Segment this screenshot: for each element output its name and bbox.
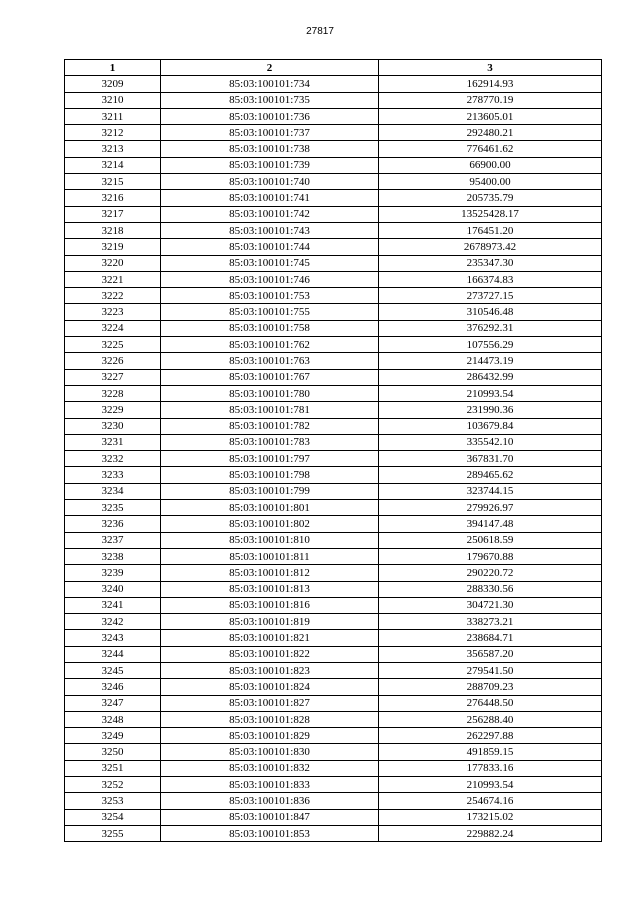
row-number-cell: 3216 (65, 190, 161, 206)
value-cell: 2678973.42 (379, 239, 602, 255)
cadastral-number-cell: 85:03:100101:742 (161, 206, 379, 222)
cadastral-number-cell: 85:03:100101:755 (161, 304, 379, 320)
table-row (65, 271, 602, 287)
row-number-cell: 3232 (65, 451, 161, 467)
table-row (65, 190, 602, 206)
row-number-cell: 3229 (65, 402, 161, 418)
cadastral-number-cell: 85:03:100101:783 (161, 434, 379, 450)
row-number-cell: 3240 (65, 581, 161, 597)
table-row (65, 418, 602, 434)
row-number-cell: 3237 (65, 532, 161, 548)
row-number-cell: 3250 (65, 744, 161, 760)
table-row (65, 108, 602, 124)
cadastral-number-cell: 85:03:100101:822 (161, 646, 379, 662)
row-number-cell: 3254 (65, 809, 161, 825)
row-number-cell: 3248 (65, 711, 161, 727)
table-row (65, 483, 602, 499)
table-row (65, 662, 602, 678)
row-number-cell: 3222 (65, 288, 161, 304)
value-cell: 288330.56 (379, 581, 602, 597)
row-number-cell: 3238 (65, 548, 161, 564)
cadastral-number-cell: 85:03:100101:819 (161, 614, 379, 630)
table-body (65, 76, 602, 842)
value-cell: 210993.54 (379, 385, 602, 401)
table-row (65, 777, 602, 793)
value-cell: 292480.21 (379, 125, 602, 141)
column-header-1: 1 (65, 60, 161, 76)
table-row (65, 711, 602, 727)
cadastral-number-cell: 85:03:100101:812 (161, 565, 379, 581)
cadastral-number-cell: 85:03:100101:762 (161, 337, 379, 353)
table-row (65, 174, 602, 190)
value-cell: 250618.59 (379, 532, 602, 548)
value-cell: 238684.71 (379, 630, 602, 646)
value-cell: 256288.40 (379, 711, 602, 727)
row-number-cell: 3228 (65, 385, 161, 401)
value-cell: 394147.48 (379, 516, 602, 532)
value-cell: 273727.15 (379, 288, 602, 304)
row-number-cell: 3227 (65, 369, 161, 385)
table-row (65, 597, 602, 613)
cadastral-number-cell: 85:03:100101:801 (161, 500, 379, 516)
row-number-cell: 3255 (65, 825, 161, 841)
row-number-cell: 3215 (65, 174, 161, 190)
table-row (65, 451, 602, 467)
row-number-cell: 3230 (65, 418, 161, 434)
table-row (65, 614, 602, 630)
row-number-cell: 3234 (65, 483, 161, 499)
row-number-cell: 3209 (65, 76, 161, 92)
cadastral-number-cell: 85:03:100101:734 (161, 76, 379, 92)
cadastral-number-cell: 85:03:100101:836 (161, 793, 379, 809)
value-cell: 323744.15 (379, 483, 602, 499)
row-number-cell: 3225 (65, 337, 161, 353)
row-number-cell: 3235 (65, 500, 161, 516)
table-row (65, 157, 602, 173)
cadastral-number-cell: 85:03:100101:745 (161, 255, 379, 271)
data-table (64, 59, 602, 842)
row-number-cell: 3251 (65, 760, 161, 776)
table-row (65, 630, 602, 646)
row-number-cell: 3219 (65, 239, 161, 255)
row-number-cell: 3221 (65, 271, 161, 287)
value-cell: 304721.30 (379, 597, 602, 613)
value-cell: 107556.29 (379, 337, 602, 353)
row-number-cell: 3245 (65, 662, 161, 678)
row-number-cell: 3210 (65, 92, 161, 108)
table-row (65, 532, 602, 548)
table-row (65, 516, 602, 532)
table-row (65, 825, 602, 841)
table-header-row (65, 60, 602, 76)
table-row (65, 320, 602, 336)
table-row (65, 646, 602, 662)
cadastral-number-cell: 85:03:100101:799 (161, 483, 379, 499)
cadastral-number-cell: 85:03:100101:853 (161, 825, 379, 841)
cadastral-number-cell: 85:03:100101:782 (161, 418, 379, 434)
column-header-3: 3 (379, 60, 602, 76)
row-number-cell: 3242 (65, 614, 161, 630)
value-cell: 235347.30 (379, 255, 602, 271)
table-row (65, 581, 602, 597)
table-row (65, 760, 602, 776)
cadastral-number-cell: 85:03:100101:830 (161, 744, 379, 760)
row-number-cell: 3236 (65, 516, 161, 532)
table-row (65, 565, 602, 581)
cadastral-number-cell: 85:03:100101:827 (161, 695, 379, 711)
value-cell: 177833.16 (379, 760, 602, 776)
value-cell: 276448.50 (379, 695, 602, 711)
value-cell: 210993.54 (379, 777, 602, 793)
value-cell: 103679.84 (379, 418, 602, 434)
table-row (65, 434, 602, 450)
row-number-cell: 3244 (65, 646, 161, 662)
cadastral-number-cell: 85:03:100101:767 (161, 369, 379, 385)
table-row (65, 744, 602, 760)
cadastral-number-cell: 85:03:100101:828 (161, 711, 379, 727)
value-cell: 286432.99 (379, 369, 602, 385)
cadastral-number-cell: 85:03:100101:797 (161, 451, 379, 467)
cadastral-number-cell: 85:03:100101:740 (161, 174, 379, 190)
table-row (65, 402, 602, 418)
cadastral-number-cell: 85:03:100101:816 (161, 597, 379, 613)
cadastral-number-cell: 85:03:100101:823 (161, 662, 379, 678)
cadastral-number-cell: 85:03:100101:736 (161, 108, 379, 124)
cadastral-number-cell: 85:03:100101:798 (161, 467, 379, 483)
value-cell: 335542.10 (379, 434, 602, 450)
value-cell: 289465.62 (379, 467, 602, 483)
value-cell: 214473.19 (379, 353, 602, 369)
table-row (65, 255, 602, 271)
value-cell: 288709.23 (379, 679, 602, 695)
value-cell: 213605.01 (379, 108, 602, 124)
value-cell: 66900.00 (379, 157, 602, 173)
cadastral-number-cell: 85:03:100101:735 (161, 92, 379, 108)
row-number-cell: 3213 (65, 141, 161, 157)
row-number-cell: 3243 (65, 630, 161, 646)
cadastral-number-cell: 85:03:100101:802 (161, 516, 379, 532)
value-cell: 166374.83 (379, 271, 602, 287)
row-number-cell: 3246 (65, 679, 161, 695)
table-row (65, 353, 602, 369)
cadastral-number-cell: 85:03:100101:824 (161, 679, 379, 695)
cadastral-number-cell: 85:03:100101:832 (161, 760, 379, 776)
row-number-cell: 3239 (65, 565, 161, 581)
value-cell: 356587.20 (379, 646, 602, 662)
table-row (65, 125, 602, 141)
row-number-cell: 3253 (65, 793, 161, 809)
row-number-cell: 3212 (65, 125, 161, 141)
cadastral-number-cell: 85:03:100101:829 (161, 728, 379, 744)
value-cell: 278770.19 (379, 92, 602, 108)
value-cell: 229882.24 (379, 825, 602, 841)
value-cell: 95400.00 (379, 174, 602, 190)
cadastral-number-cell: 85:03:100101:833 (161, 777, 379, 793)
cadastral-number-cell: 85:03:100101:758 (161, 320, 379, 336)
row-number-cell: 3241 (65, 597, 161, 613)
table-row (65, 695, 602, 711)
row-number-cell: 3231 (65, 434, 161, 450)
value-cell: 279926.97 (379, 500, 602, 516)
table-row (65, 809, 602, 825)
value-cell: 776461.62 (379, 141, 602, 157)
value-cell: 205735.79 (379, 190, 602, 206)
cadastral-number-cell: 85:03:100101:743 (161, 222, 379, 238)
value-cell: 179670.88 (379, 548, 602, 564)
value-cell: 162914.93 (379, 76, 602, 92)
table-row (65, 337, 602, 353)
value-cell: 13525428.17 (379, 206, 602, 222)
cadastral-number-cell: 85:03:100101:763 (161, 353, 379, 369)
table-row (65, 76, 602, 92)
table-row (65, 304, 602, 320)
table-row (65, 728, 602, 744)
value-cell: 231990.36 (379, 402, 602, 418)
cadastral-number-cell: 85:03:100101:813 (161, 581, 379, 597)
cadastral-number-cell: 85:03:100101:780 (161, 385, 379, 401)
row-number-cell: 3224 (65, 320, 161, 336)
cadastral-number-cell: 85:03:100101:737 (161, 125, 379, 141)
table-row (65, 141, 602, 157)
value-cell: 176451.20 (379, 222, 602, 238)
table-row (65, 679, 602, 695)
row-number-cell: 3211 (65, 108, 161, 124)
table-row (65, 239, 602, 255)
row-number-cell: 3218 (65, 222, 161, 238)
row-number-cell: 3247 (65, 695, 161, 711)
value-cell: 279541.50 (379, 662, 602, 678)
value-cell: 491859.15 (379, 744, 602, 760)
cadastral-number-cell: 85:03:100101:744 (161, 239, 379, 255)
cadastral-number-cell: 85:03:100101:739 (161, 157, 379, 173)
table-row (65, 548, 602, 564)
value-cell: 310546.48 (379, 304, 602, 320)
row-number-cell: 3214 (65, 157, 161, 173)
value-cell: 173215.02 (379, 809, 602, 825)
cadastral-number-cell: 85:03:100101:811 (161, 548, 379, 564)
cadastral-number-cell: 85:03:100101:753 (161, 288, 379, 304)
table-row (65, 288, 602, 304)
table-row (65, 222, 602, 238)
row-number-cell: 3223 (65, 304, 161, 320)
row-number-cell: 3233 (65, 467, 161, 483)
table-row (65, 206, 602, 222)
table-row (65, 369, 602, 385)
page-number: 27817 (306, 26, 334, 37)
table-row (65, 793, 602, 809)
table-row (65, 92, 602, 108)
row-number-cell: 3217 (65, 206, 161, 222)
value-cell: 367831.70 (379, 451, 602, 467)
cadastral-number-cell: 85:03:100101:741 (161, 190, 379, 206)
cadastral-number-cell: 85:03:100101:847 (161, 809, 379, 825)
row-number-cell: 3220 (65, 255, 161, 271)
cadastral-number-cell: 85:03:100101:821 (161, 630, 379, 646)
value-cell: 338273.21 (379, 614, 602, 630)
cadastral-number-cell: 85:03:100101:738 (161, 141, 379, 157)
value-cell: 262297.88 (379, 728, 602, 744)
value-cell: 290220.72 (379, 565, 602, 581)
row-number-cell: 3252 (65, 777, 161, 793)
cadastral-number-cell: 85:03:100101:746 (161, 271, 379, 287)
value-cell: 376292.31 (379, 320, 602, 336)
column-header-2: 2 (161, 60, 379, 76)
table-row (65, 385, 602, 401)
row-number-cell: 3226 (65, 353, 161, 369)
cadastral-number-cell: 85:03:100101:781 (161, 402, 379, 418)
table-row (65, 500, 602, 516)
cadastral-number-cell: 85:03:100101:810 (161, 532, 379, 548)
value-cell: 254674.16 (379, 793, 602, 809)
row-number-cell: 3249 (65, 728, 161, 744)
table-row (65, 467, 602, 483)
